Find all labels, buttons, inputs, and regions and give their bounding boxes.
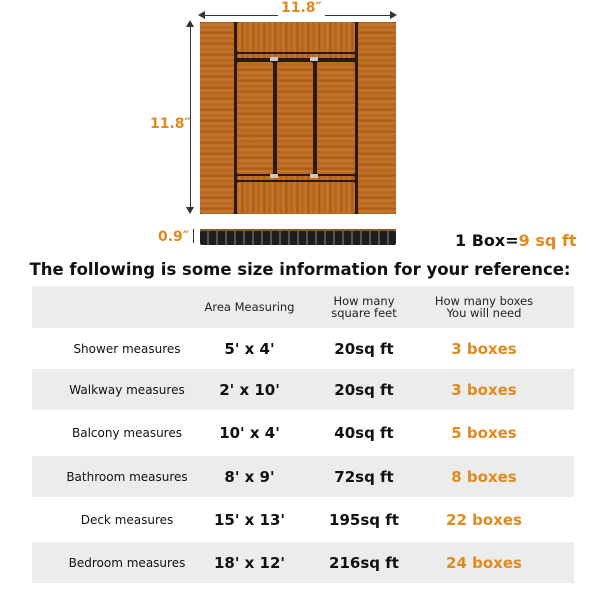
row-boxes: 3 boxes: [451, 339, 517, 358]
height-arrow-top: [186, 20, 194, 27]
slat-bottom-2: [237, 176, 355, 180]
row-label: Deck measures: [80, 512, 174, 527]
row-area: 15' x 13': [213, 510, 286, 529]
size-table: [32, 286, 574, 583]
row-label: Shower measures: [73, 341, 181, 356]
clip: [270, 57, 278, 61]
row-label: Bathroom measures: [66, 469, 188, 484]
slat-right: [358, 22, 396, 214]
wood-tile-illustration: [200, 22, 396, 214]
header-label: [32, 286, 222, 328]
slat-top: [237, 22, 355, 52]
slat-left: [200, 22, 234, 214]
box-coverage-prefix: 1 Box=: [455, 231, 519, 250]
header-area: Area Measuring: [204, 300, 295, 314]
row-area: 10' x 4': [219, 424, 280, 442]
row-boxes: 22 boxes: [446, 510, 522, 529]
table-row: [32, 410, 574, 456]
width-arrow-left: [198, 11, 205, 19]
row-area: 8' x 9': [224, 467, 275, 486]
thickness-arrow: [193, 229, 194, 243]
table-row: [32, 456, 574, 497]
row-label: Walkway measures: [69, 382, 185, 397]
slat-bottom: [237, 182, 355, 214]
row-boxes: 8 boxes: [451, 467, 517, 486]
box-coverage-value: 9 sq ft: [518, 231, 577, 250]
clip: [270, 174, 278, 178]
row-label: Bedroom measures: [68, 555, 186, 570]
reference-heading: The following is some size information for your reference:: [29, 260, 571, 279]
box-coverage: [455, 231, 576, 250]
header-sqft: How many square feet: [331, 294, 397, 320]
table-row: [32, 328, 574, 369]
row-sqft: 216sq ft: [329, 553, 399, 572]
row-sqft: 195sq ft: [329, 510, 399, 529]
row-label: Balcony measures: [72, 426, 182, 440]
width-arrow-right: [390, 11, 397, 19]
width-label: 11.8″: [278, 0, 325, 16]
row-boxes: 24 boxes: [446, 553, 522, 572]
header-boxes: How many boxes You will need: [434, 294, 534, 320]
slat-top-2: [237, 54, 355, 58]
row-area: 18' x 12': [213, 553, 286, 572]
thickness-label: 0.9″: [158, 229, 190, 245]
row-sqft: 20sq ft: [334, 339, 394, 358]
slat-center-2: [277, 62, 313, 174]
tile-side-view: [200, 231, 396, 245]
table-row: [32, 542, 574, 583]
table-row: [32, 369, 574, 410]
slat-center-3: [317, 62, 355, 174]
table-header-row: [32, 286, 574, 328]
row-area: 5' x 4': [224, 339, 275, 358]
clip: [310, 174, 318, 178]
row-sqft: 20sq ft: [334, 380, 394, 399]
row-sqft: 40sq ft: [334, 424, 394, 442]
table-row: [32, 497, 574, 542]
row-boxes: 3 boxes: [451, 380, 517, 399]
height-label: 11.8″: [150, 116, 191, 132]
clip: [310, 57, 318, 61]
row-boxes: 5 boxes: [451, 424, 517, 442]
row-area: 2' x 10': [219, 380, 280, 399]
height-arrow-bottom: [186, 207, 194, 214]
slat-center-1: [237, 62, 273, 174]
row-sqft: 72sq ft: [334, 467, 394, 486]
